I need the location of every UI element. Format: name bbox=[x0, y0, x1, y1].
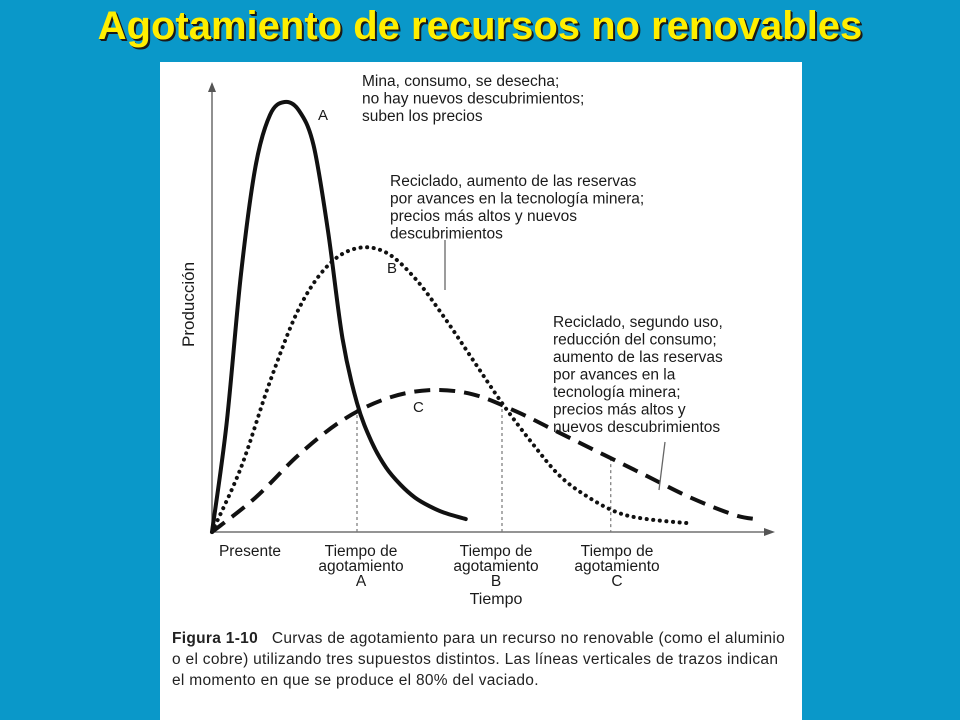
annotation-a-line-1: no hay nuevos descubrimientos; bbox=[362, 90, 585, 108]
annotation-c-line-1: reducción del consumo; bbox=[553, 331, 717, 349]
series-label-b: B bbox=[387, 260, 398, 277]
caption-label: Figura 1-10 bbox=[172, 630, 258, 647]
annotation-b-line-0: Reciclado, aumento de las reservas bbox=[390, 173, 637, 190]
x-tick-label-1-2: A bbox=[355, 573, 367, 590]
x-tick-label-3-0: Tiempo de bbox=[580, 543, 654, 560]
x-tick-label-3-2: C bbox=[611, 573, 623, 590]
annotation-c-pointer bbox=[659, 442, 665, 490]
figure-caption bbox=[172, 628, 792, 691]
x-tick-label-0-0: Presente bbox=[218, 543, 282, 560]
series-label-c: C bbox=[413, 399, 424, 416]
series-a-curve bbox=[212, 102, 466, 532]
annotation-c-line-6: nuevos descubrimientos bbox=[553, 419, 721, 436]
figure-panel bbox=[160, 62, 802, 720]
annotation-c-line-4: tecnología minera; bbox=[553, 384, 681, 401]
x-tick-label-2-2: B bbox=[490, 573, 502, 590]
annotation-c-line-3: por avances en la bbox=[553, 366, 676, 384]
y-axis-label: Producción bbox=[179, 261, 198, 347]
annotation-a-line-2: suben los precios bbox=[362, 108, 483, 125]
depletion-chart bbox=[160, 62, 802, 622]
x-tick-label-3-1: agotamiento bbox=[574, 558, 660, 575]
chart-labels bbox=[179, 73, 723, 608]
x-axis-arrow bbox=[764, 528, 775, 536]
annotation-b-line-3: descubrimientos bbox=[390, 225, 503, 243]
annotation-b-line-2: precios más altos y nuevos bbox=[390, 208, 577, 225]
caption-text: Curvas de agotamiento para un recurso no renovable (como el aluminio o el cobre) utilizando tres supuestos distintos. Las líneas verticales de trazos indican el momento en que se produce el 80% del vaciado. bbox=[172, 630, 786, 689]
series-label-a: A bbox=[318, 107, 329, 124]
annotation-c-line-5: precios más altos y bbox=[553, 401, 686, 419]
annotation-a-line-0: Mina, consumo, se desecha; bbox=[362, 73, 560, 90]
x-tick-label-1-0: Tiempo de bbox=[324, 543, 398, 560]
y-axis-arrow bbox=[208, 82, 216, 92]
annotation-c-line-2: aumento de las reservas bbox=[553, 349, 723, 366]
x-tick-label-2-1: agotamiento bbox=[453, 558, 539, 575]
annotation-b-line-1: por avances en la tecnología minera; bbox=[390, 190, 645, 208]
x-axis-label: Tiempo bbox=[469, 591, 523, 608]
chart-axes bbox=[208, 82, 775, 536]
annotation-c-line-0: Reciclado, segundo uso, bbox=[553, 314, 723, 331]
x-tick-label-2-0: Tiempo de bbox=[459, 543, 533, 560]
slide-title: Agotamiento de recursos no renovables bbox=[97, 4, 863, 48]
x-tick-label-1-1: agotamiento bbox=[318, 558, 404, 575]
